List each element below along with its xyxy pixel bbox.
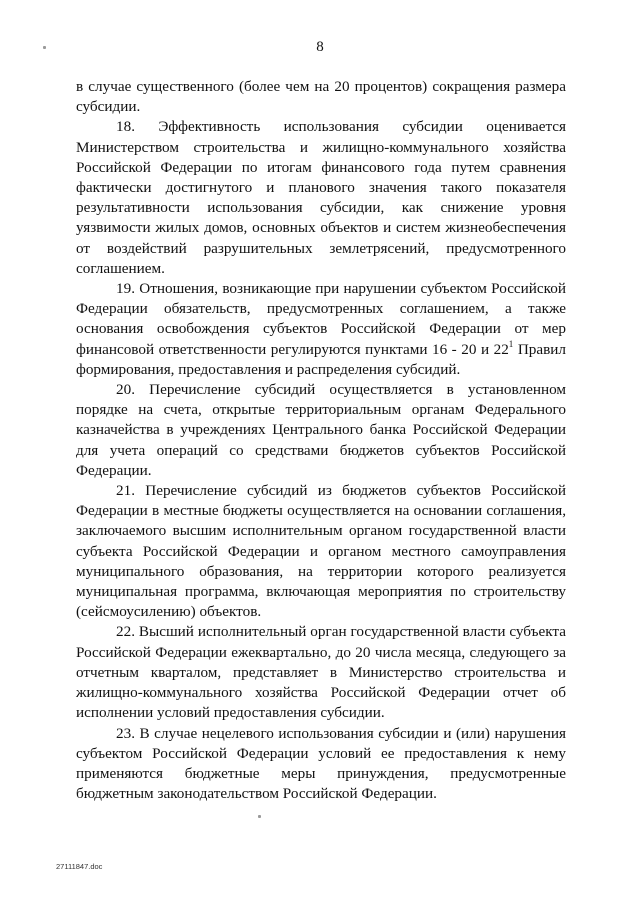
- document-body: [76, 77, 566, 804]
- superscript-mark: 1: [508, 338, 514, 349]
- paragraph-18: 18. Эффективность использования субсидии оценивается Министерством строительства и жилищно-коммунального хозяйства Российской Федерации по итогам финансового года путем сравнения фактически достигнутого и планового значения такого показателя результативности использования субсидии, как снижение уровня уязвимости жилых домов, основных объектов и систем жизнеобеспечения от воздействий разрушительных землетрясений, предусмотренного соглашением.: [76, 118, 566, 277]
- paragraph-19: [76, 279, 566, 380]
- paragraph-continuation: в случае существенного (более чем на 20 процентов) сокращения размера субсидии.: [76, 78, 566, 116]
- margin-mark: [258, 815, 261, 818]
- document-filename: 27111847.doc: [56, 862, 103, 871]
- paragraph-23: 23. В случае нецелевого использования субсидии и (или) нарушения субъектом Российской Федерации условий ее предоставления к нему применяются бюджетные меры принуждения, предусмотренные бюджетным законодательством Российской Федерации.: [76, 724, 566, 803]
- paragraph-20: 20. Перечисление субсидий осуществляется в установленном порядке на счета, открытые территориальным органам Федерального казначейства в учреждениях Центрального банка Российской Федерации для учета операций со средствами бюджетов субъектов Российской Федерации.: [76, 381, 566, 479]
- page-number: 8: [316, 39, 324, 55]
- margin-mark: [43, 46, 46, 49]
- paragraph-19-text-end: Правил формирования, предоставления и распределения субсидий.: [76, 340, 566, 378]
- paragraph-21: 21. Перечисление субсидий из бюджетов субъектов Российской Федерации в местные бюджеты осуществляется на основании соглашения, заключаемого высшим исполнительным органом государственной власти субъекта Российской Федерации и органом местного самоуправления муниципального образования, на территории которого реализуется муниципальная программа, включающая мероприятия по строительству (сейсмоусилению) объектов.: [76, 482, 566, 621]
- paragraph-19-text: 19. Отношения, возникающие при нарушении субъектом Российской Федерации обязательств, предусмотренных соглашением, а также основания освобождения субъектов Российской Федерации от мер финансовой ответственности регулируются пунктами 16 - 20 и 22: [76, 280, 566, 358]
- paragraph-22: 22. Высший исполнительный орган государственной власти субъекта Российской Федерации ежеквартально, до 20 числа месяца, следующего за отчетным кварталом, представляет в Министерство строительства и жилищно-коммунального хозяйства Российской Федерации отчет об исполнении условий предоставления субсидии.: [76, 623, 566, 722]
